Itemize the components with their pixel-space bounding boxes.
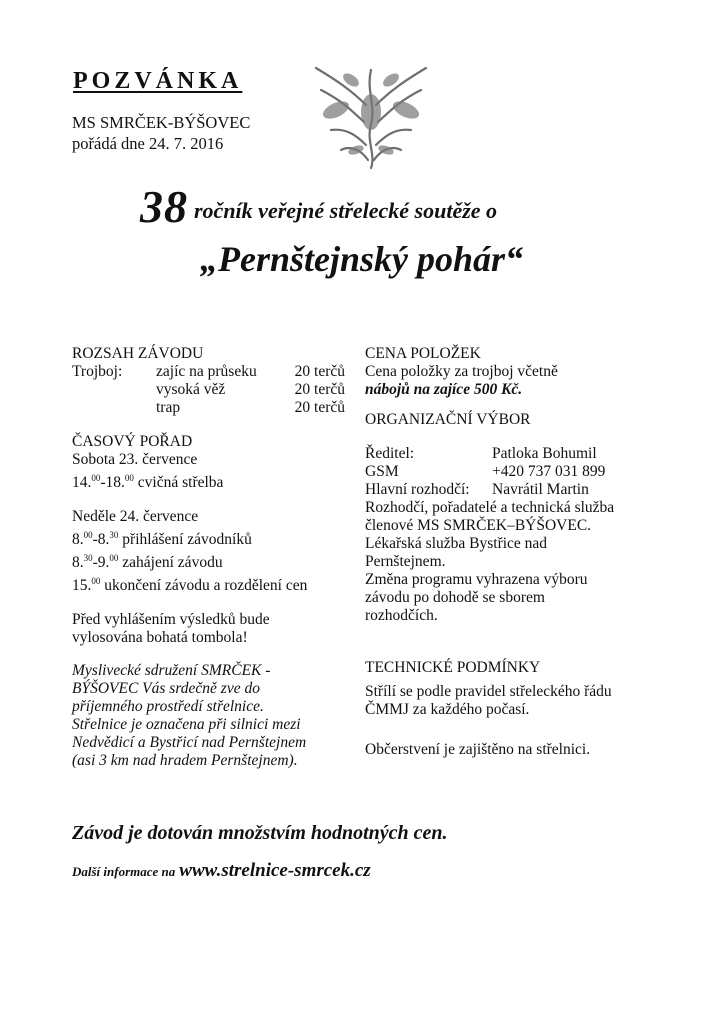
left-column [72,345,352,770]
discipline-name: zajíc na průseku [156,363,257,380]
list-item [72,363,352,381]
cup-title: „Pernštejnský pohár“ [200,239,524,279]
hunting-emblem-icon [296,50,446,175]
section-title-tech: TECHNICKÉ PODMÍNKY [365,659,541,676]
tombola-line: Před vyhlášením výsledků bude [72,611,270,628]
refreshment-note: Občerstvení je zajištěno na střelnici. [365,741,591,758]
committee-line: závodu po dohodě se sborem [365,589,545,606]
list-item [72,381,352,399]
more-info [72,860,371,882]
price-value: nábojů na zajíce 500 Kč. [365,381,523,398]
section-title-vybor: ORGANIZAČNÍ VÝBOR [365,411,531,428]
day-sunday: Neděle 24. července [72,508,199,525]
edition-number: 38 [140,181,188,232]
committee-line: Pernštejnem. [365,553,446,570]
schedule-item: 14.00-18.00 cvičná střelba [72,473,224,491]
committee-line: Rozhodčí, pořadatelé a technická služba [365,499,615,516]
price-line: Cena položky za trojboj včetně [365,363,558,380]
event-headline [140,180,497,233]
committee-line: rozhodčích. [365,607,438,624]
discipline-name: vysoká věž [156,381,226,398]
discipline-count: 20 terčů [294,399,345,416]
committee-row: Ředitel: Patloka Bohumil [365,445,597,462]
discipline-name: trap [156,399,181,416]
event-date: pořádá dne 24. 7. 2016 [72,134,224,153]
committee-line: Lékařská služba Bystřice nad [365,535,548,552]
discipline-count: 20 terčů [294,381,345,398]
section-title-rozsah: ROZSAH ZÁVODU [72,345,204,362]
tech-line: Střílí se podle pravidel střeleckého řádu [365,683,612,700]
committee-line: členové MS SMRČEK–BÝŠOVEC. [365,517,592,534]
committee-row: GSM +420 737 031 899 [365,463,606,480]
discipline-count: 20 terčů [294,363,345,380]
headline-text: ročník veřejné střelecké soutěže o [194,198,498,223]
more-info-label: Další informace na [72,864,176,879]
schedule-item: 8.00-8.30 přihlášení závodníků [72,530,252,548]
schedule-item: 15.00 ukončení závodu a rozdělení cen [72,576,308,594]
tombola-line: vylosována bohatá tombola! [72,629,248,646]
list-item [72,399,352,417]
prizes-note: Závod je dotován množstvím hodnotných cen. [72,822,448,844]
schedule-item: 8.30-9.00 zahájení závodu [72,553,223,571]
invitation-text: Myslivecké sdružení SMRČEK - BÝŠOVEC Vás srdečně zve do příjemného prostředí střelnice. Střelnice je označena při silnici mezi Nedvědicí a Bystřicí nad Pernštejnem (asi 3 km nad hradem Pernštejnem). [72,662,307,769]
section-title-casovy: ČASOVÝ POŘAD [72,433,193,450]
right-column [365,345,665,759]
day-saturday: Sobota 23. července [72,451,198,468]
page-title: POZVÁNKA [73,68,243,94]
organizer-name: MS SMRČEK-BÝŠOVEC [72,113,251,132]
section-title-cena: CENA POLOŽEK [365,345,481,362]
organizer-block [72,112,250,154]
website-link[interactable]: www.strelnice-smrcek.cz [179,860,371,881]
committee-row: Hlavní rozhodčí: Navrátil Martin [365,481,589,498]
committee-line: Změna programu vyhrazena výboru [365,571,588,588]
tech-line: ČMMJ za každého počasí. [365,701,530,718]
trojboj-label: Trojboj: [72,363,123,380]
